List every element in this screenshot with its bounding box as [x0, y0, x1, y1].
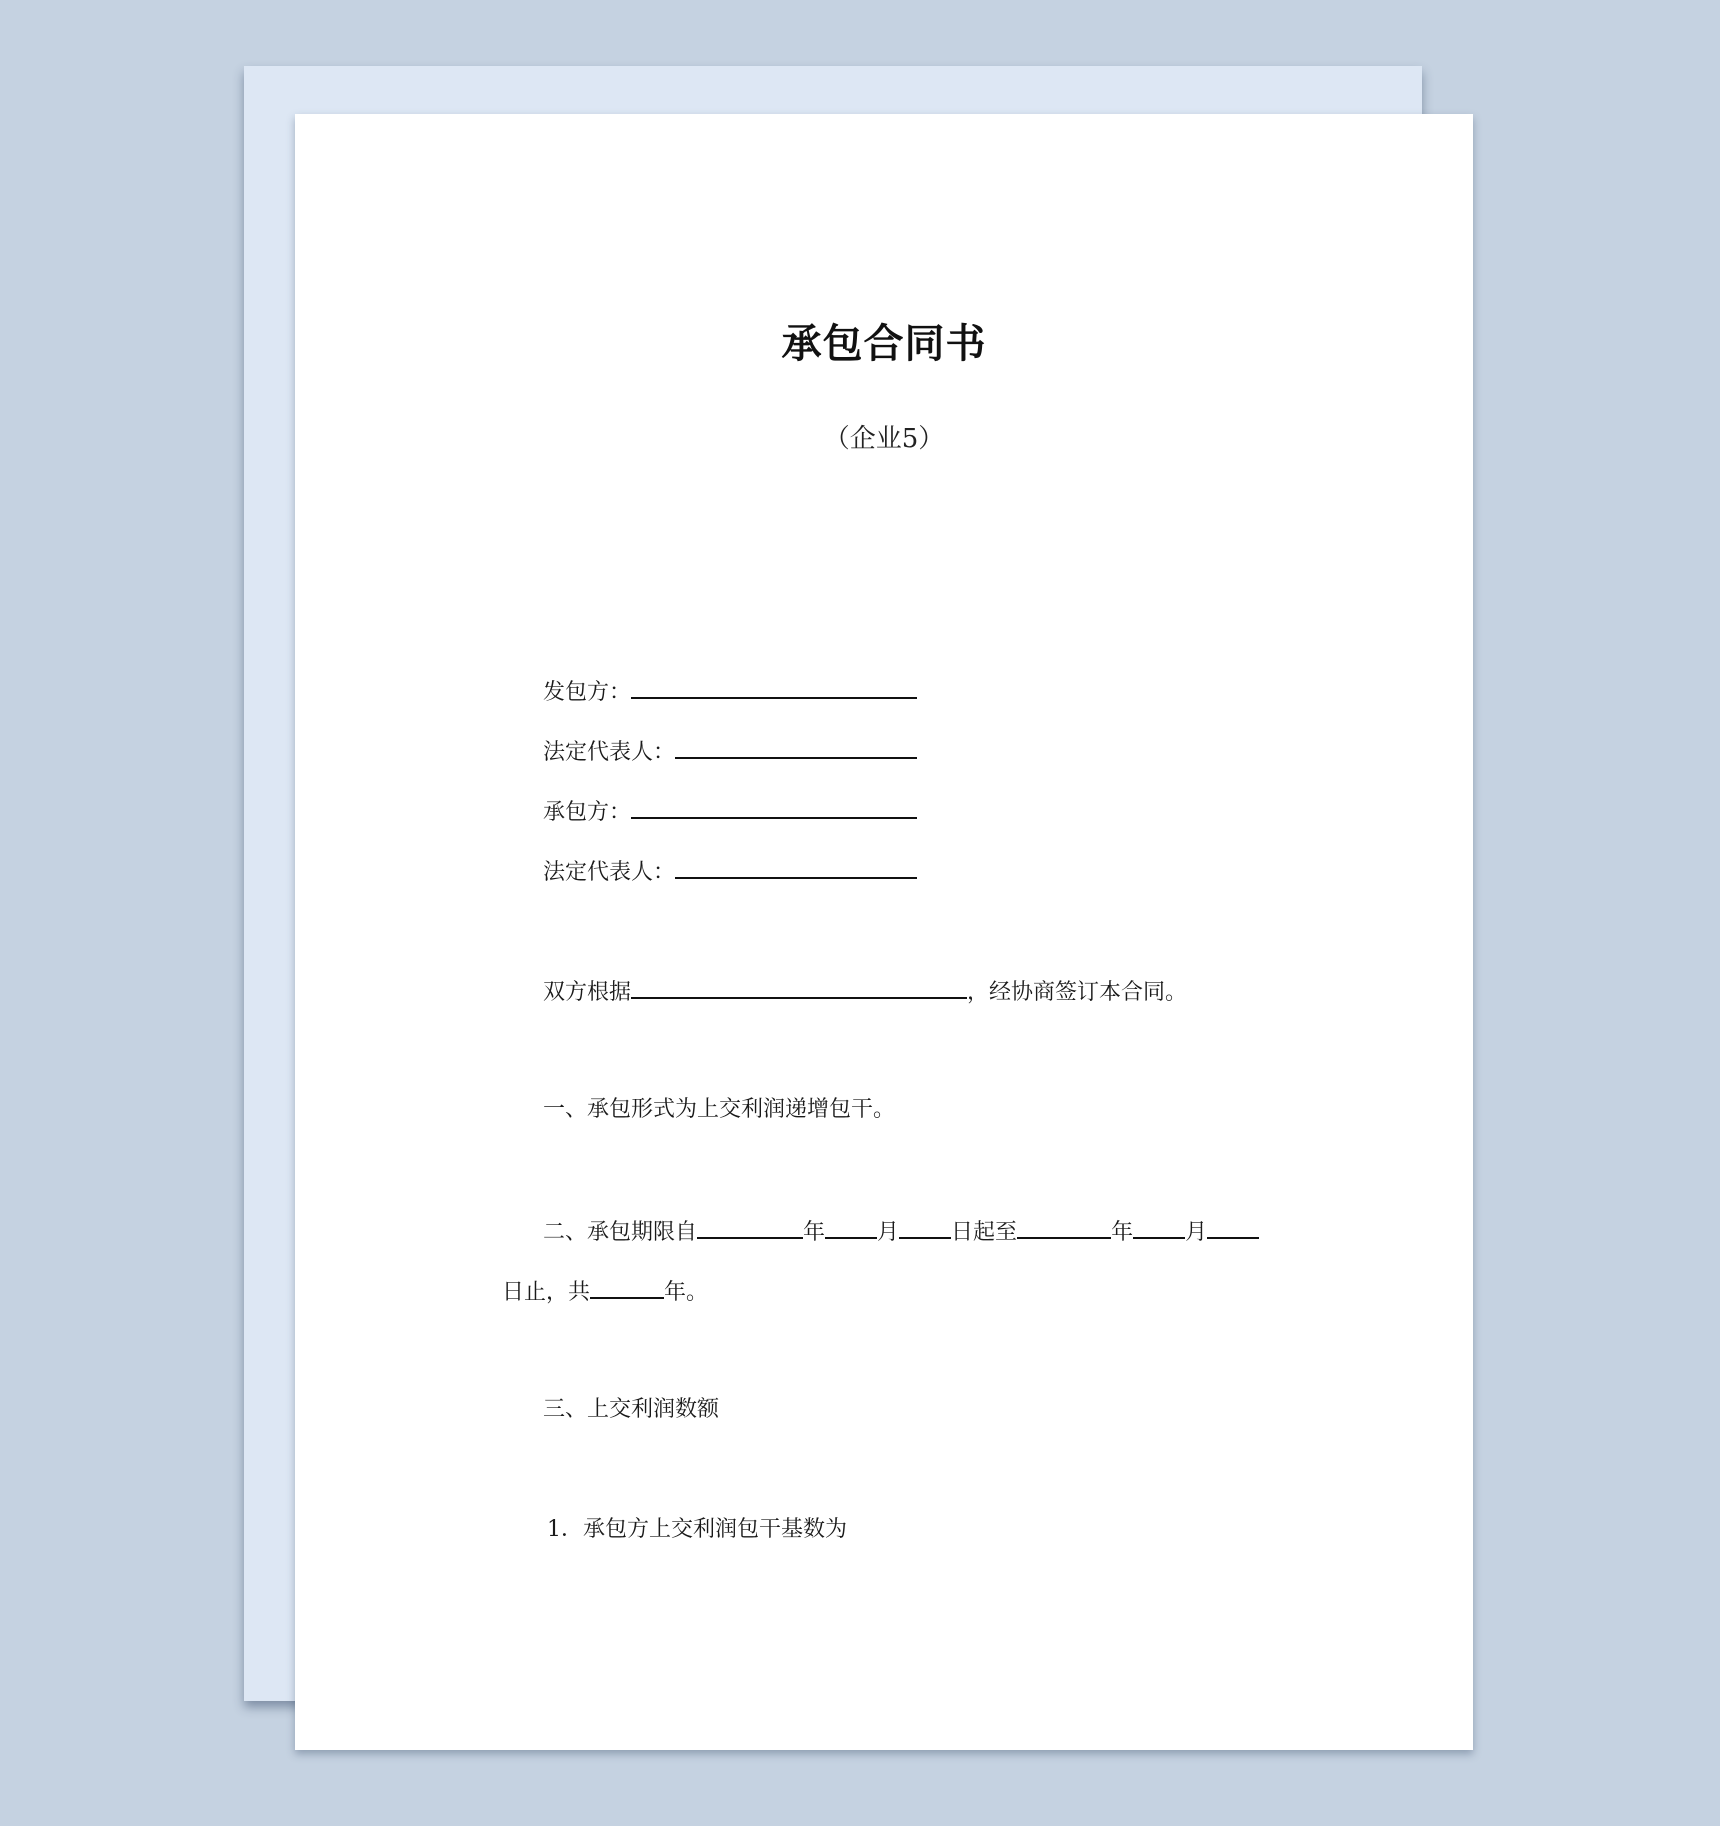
- clause-2-prefix: 二、承包期限自: [543, 1220, 698, 1245]
- total-years-blank[interactable]: [590, 1275, 664, 1299]
- preamble-basis-blank[interactable]: [631, 975, 967, 999]
- party-employer-row: [543, 675, 917, 708]
- start-year-label: 年: [803, 1220, 826, 1245]
- clause-2-line-1: [543, 1215, 1259, 1248]
- employer-representative-label: 法定代表人：: [543, 740, 676, 765]
- end-year-blank[interactable]: [1017, 1215, 1111, 1239]
- start-year-blank[interactable]: [697, 1215, 803, 1239]
- employer-representative-blank[interactable]: [675, 735, 917, 759]
- end-day-blank[interactable]: [1207, 1215, 1259, 1239]
- end-year-label: 年: [1111, 1220, 1134, 1245]
- party-contractor-blank[interactable]: [631, 795, 917, 819]
- party-contractor-row: [543, 795, 917, 828]
- clause-2-line-2: [502, 1275, 708, 1308]
- preamble-text-after: ，经协商签订本合同。: [967, 980, 1188, 1005]
- clause-1: 一、承包形式为上交利润递增包干。: [543, 1097, 896, 1122]
- contractor-representative-row: [543, 855, 917, 888]
- clause-3: 三、上交利润数额: [543, 1397, 720, 1422]
- end-month-label: 月: [1185, 1220, 1208, 1245]
- end-month-blank[interactable]: [1133, 1215, 1185, 1239]
- party-contractor-label: 承包方：: [543, 800, 632, 825]
- start-day-blank[interactable]: [899, 1215, 951, 1239]
- clause-2-line2-suffix: 年。: [664, 1280, 709, 1305]
- document-subtitle: （企业5）: [823, 424, 945, 454]
- contractor-representative-label: 法定代表人：: [543, 860, 676, 885]
- clause-3-item-1: 1．承包方上交利润包干基数为: [547, 1517, 847, 1542]
- preamble-text-before: 双方根据: [543, 980, 632, 1005]
- document-page: [295, 114, 1473, 1750]
- start-month-label: 月: [877, 1220, 900, 1245]
- document-title: 承包合同书: [781, 321, 987, 367]
- party-employer-blank[interactable]: [631, 675, 917, 699]
- employer-representative-row: [543, 735, 917, 768]
- contractor-representative-blank[interactable]: [675, 855, 917, 879]
- party-employer-label: 发包方：: [543, 680, 632, 705]
- preamble-paragraph: [543, 975, 1187, 1008]
- clause-2-line2-prefix: 日止，共: [502, 1280, 591, 1305]
- start-month-blank[interactable]: [825, 1215, 877, 1239]
- start-day-label: 日起至: [951, 1220, 1018, 1245]
